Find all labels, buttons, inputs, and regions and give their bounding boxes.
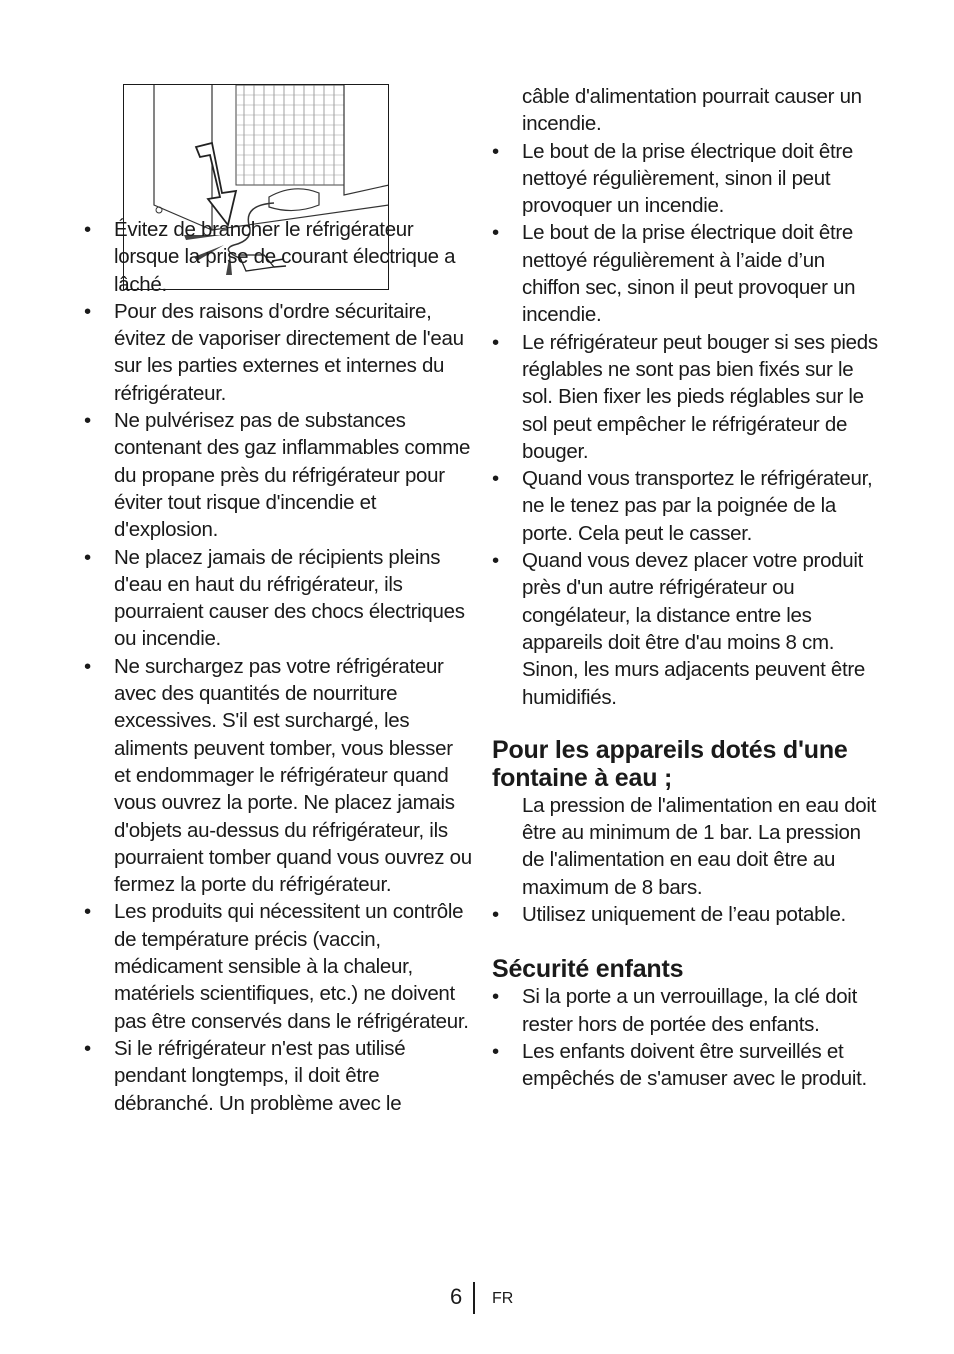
right-column [492,0,882,1093]
list-item: • Utilisez uniquement de l’eau potable. [492,901,882,928]
left-bullet-list [84,216,474,1117]
list-item: • Si le réfrigérateur n'est pas utilisé pendant longtemps, il doit être débranché. Un problème avec le [84,1035,474,1117]
page-number: 6 [450,1284,463,1309]
footer-separator [473,1282,475,1314]
water-bullet-list [492,901,882,928]
list-item: • Le réfrigérateur peut bouger si ses pieds réglables ne sont pas bien fixés sur le sol. Bien fixer les pieds réglables sur le sol peut empêcher le réfrigérateur de bouger. [492,329,882,465]
list-item: • Les enfants doivent être surveillés et empêchés de s'amuser avec le produit. [492,1038,882,1093]
list-item: • Si la porte a un verrouillage, la clé doit rester hors de portée des enfants. [492,983,882,1038]
continued-text: câble d'alimentation pourrait causer un incendie. [522,85,862,136]
right-bullet-list [492,138,882,711]
left-column [84,0,474,1117]
list-item: • Ne pulvérisez pas de substances contenant des gaz inflammables comme du propane près du réfrigérateur pour éviter tout risque d'incendie et d'explosion. [84,407,474,543]
section-heading-children: Sécurité enfants [492,955,684,984]
page-footer [0,1282,954,1316]
list-item: • Quand vous transportez le réfrigérateur, ne le tenez pas par la poignée de la porte. Cela peut le casser. [492,465,882,547]
list-item: • Les produits qui nécessitent un contrôle de température précis (vaccin, médicament sensible à la chaleur, matériels scientifiques, etc.) ne doivent pas être conservés dans le réfrigérateur. [84,898,474,1034]
list-item: • Le bout de la prise électrique doit être nettoyé régulièrement, sinon il peut provoquer un incendie. [492,138,882,220]
children-bullet-list [492,983,882,1092]
list-item: • Pour des raisons d'ordre sécuritaire, évitez de vaporiser directement de l'eau sur les parties externes et internes du réfrigérateur. [84,298,474,407]
list-item: • Ne surchargez pas votre réfrigérateur avec des quantités de nourriture excessives. S'il est surchargé, les aliments peuvent tomber, vous blesser et endommager le réfrigérateur quand vous ouvrez la porte. Ne placez jamais d'objets au-dessus du réfrigérateur, ils pourraient tomber quand vous ouvrez ou fermez la porte du réfrigérateur. [84,653,474,899]
section-heading-water: Pour les appareils dotés d'une fontaine à eau ; [492,735,848,792]
list-item: • Le bout de la prise électrique doit être nettoyé régulièrement à l’aide d’un chiffon sec, sinon il peut provoquer un incendie. [492,219,882,328]
list-item: • Évitez de brancher le réfrigérateur lorsque la prise de courant électrique a lâché. [84,216,474,298]
list-item: • Ne placez jamais de récipients pleins d'eau en haut du réfrigérateur, ils pourraient causer des chocs électriques ou incendie. [84,544,474,653]
list-item: • Quand vous devez placer votre produit près d'un autre réfrigérateur ou congélateur, la distance entre les appareils doit être d'au moins 8 cm. Sinon, les murs adjacents peuvent être humidifiés. [492,547,882,711]
water-paragraph: La pression de l'alimentation en eau doit être au minimum de 1 bar. La pression de l'alimentation en eau doit être au maximum de 8 bars. [522,793,877,899]
language-code: FR [492,1290,514,1307]
